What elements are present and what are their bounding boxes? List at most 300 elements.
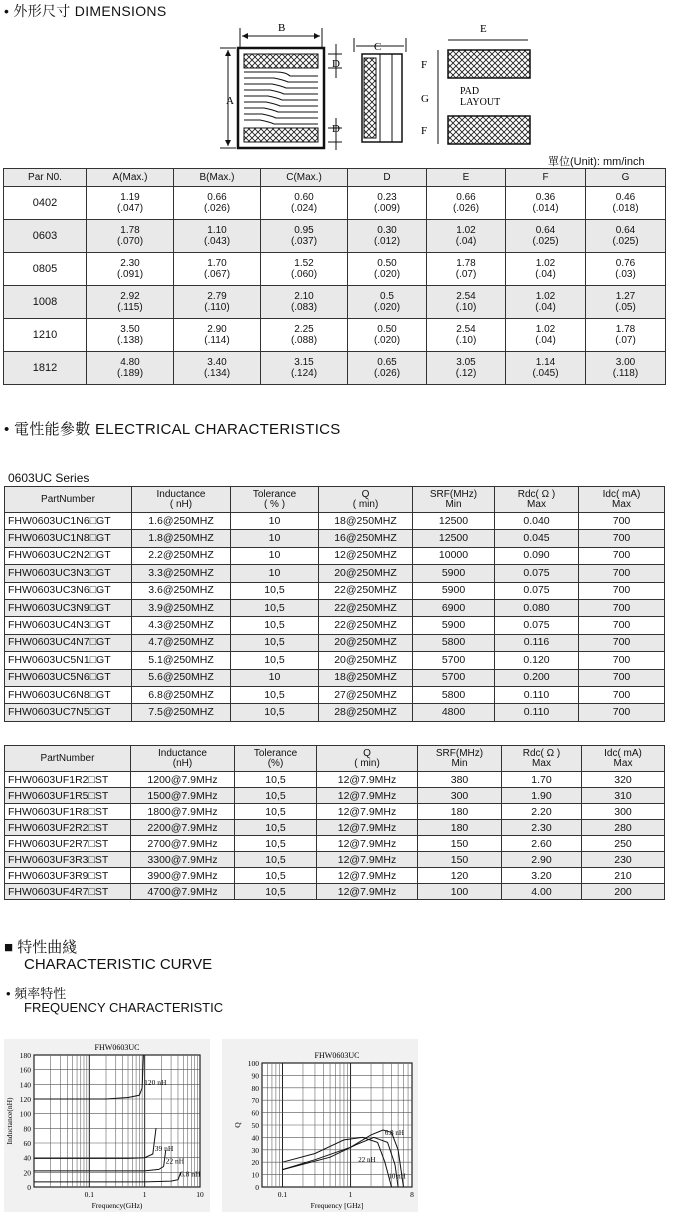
inch-value: (.018) <box>612 203 639 214</box>
series-label: 22 nH <box>358 1156 376 1165</box>
value-cell: 22@250MHZ <box>319 582 413 599</box>
inch-value: (.037) <box>290 236 318 247</box>
table-row <box>5 669 665 686</box>
value-cell: 5.6@250MHZ <box>132 669 231 686</box>
mm-value: 0.64 <box>615 225 636 236</box>
value-cell: 150 <box>418 852 502 868</box>
value-cell: 12@7.9MHz <box>317 804 418 820</box>
value-cell: 3300@7.9MHz <box>131 852 235 868</box>
inch-value: (.03) <box>615 269 636 280</box>
value-cell: 0.110 <box>495 704 579 721</box>
col-header: B(Max.) <box>174 169 261 187</box>
inch-value: (.026) <box>373 368 401 379</box>
y-tick-label: 40 <box>23 1153 31 1163</box>
y-tick-label: 80 <box>23 1124 31 1134</box>
value-cell: 700 <box>579 686 665 703</box>
col-header: C(Max.) <box>261 169 348 187</box>
label-g: G <box>421 93 429 105</box>
curve-heading-zh: 特性曲綫 <box>17 939 78 956</box>
dimensions-heading <box>4 1 166 21</box>
col-header <box>131 746 235 772</box>
value-cell: 0.075 <box>495 617 579 634</box>
y-tick-label: 40 <box>251 1133 259 1143</box>
table-row <box>5 599 665 616</box>
electrical-heading <box>4 418 341 439</box>
value-cell: 1.6@250MHZ <box>132 513 231 530</box>
value-cell: 0.120 <box>495 652 579 669</box>
col-header-line: Min <box>445 498 462 510</box>
inch-value: (.088) <box>290 335 318 346</box>
inch-value: (.026) <box>203 203 231 214</box>
value-cell: 700 <box>579 704 665 721</box>
inch-value: (.020) <box>373 269 401 280</box>
value-cell: 1200@7.9MHz <box>131 772 235 788</box>
value-cell: 5800 <box>413 634 495 651</box>
table-row <box>5 686 665 703</box>
col-header-line: ( min) <box>354 757 380 769</box>
label-b: B <box>278 22 286 34</box>
series-label: 0603UC Series <box>8 471 90 485</box>
y-tick-label: 0 <box>27 1183 31 1192</box>
dimensions-row <box>4 187 666 220</box>
col-header-line: Max <box>612 498 631 510</box>
inch-value: (.091) <box>116 269 144 280</box>
value-cell: 18@250MHZ <box>319 513 413 530</box>
mm-value: 3.00 <box>615 357 636 368</box>
inductance-chart <box>4 1039 210 1212</box>
value-cell: 10,5 <box>235 884 317 900</box>
dim-value-cell <box>261 220 348 253</box>
part-number-cell: FHW0603UF3R9□ST <box>5 868 131 884</box>
part-number-cell: FHW0603UC3N9□GT <box>5 599 132 616</box>
value-cell: 5700 <box>413 652 495 669</box>
value-cell: 12@7.9MHz <box>317 868 418 884</box>
value-cell: 18@250MHZ <box>319 669 413 686</box>
inch-value: (.04) <box>535 335 556 346</box>
value-cell: 230 <box>582 852 665 868</box>
dim-value-cell <box>506 187 586 220</box>
pad-text-2: LAYOUT <box>460 97 501 108</box>
value-cell: 10 <box>231 530 319 547</box>
y-tick-label: 180 <box>19 1051 31 1060</box>
value-cell: 3.20 <box>502 868 582 884</box>
mm-value: 0.23 <box>377 192 397 203</box>
mm-value: 1.19 <box>120 192 140 203</box>
table-row <box>5 565 665 582</box>
col-header <box>418 746 502 772</box>
mm-value: 1.10 <box>207 225 227 236</box>
col-header-line: Max <box>613 757 633 769</box>
col-header: E <box>427 169 506 187</box>
part-number-cell: FHW0603UC5N6□GT <box>5 669 132 686</box>
value-cell: 10,5 <box>231 704 319 721</box>
value-cell: 22@250MHZ <box>319 617 413 634</box>
value-cell: 20@250MHZ <box>319 634 413 651</box>
table-row <box>5 634 665 651</box>
value-cell: 280 <box>582 820 665 836</box>
part-number-cell: FHW0603UC1N6□GT <box>5 513 132 530</box>
table-row <box>5 884 665 900</box>
inch-value: (.020) <box>373 335 401 346</box>
col-header-line: (%) <box>267 757 284 769</box>
col-header-line: Q <box>361 488 370 500</box>
x-axis-label: Frequency(GHz) <box>91 1201 143 1210</box>
col-header-line: Tolerance <box>253 747 298 759</box>
value-cell: 180 <box>418 804 502 820</box>
dim-value-cell <box>261 319 348 352</box>
value-cell: 700 <box>579 599 665 616</box>
value-cell: 2.90 <box>502 852 582 868</box>
col-header-line: Min <box>451 757 468 769</box>
value-cell: 10,5 <box>231 634 319 651</box>
dim-value-cell <box>427 286 506 319</box>
col-header <box>5 487 132 513</box>
table-row <box>5 804 665 820</box>
chart-title: FHW0603UC <box>314 1051 360 1060</box>
col-header: G <box>586 169 666 187</box>
inductance-chart-box <box>4 1039 210 1212</box>
table-row <box>5 836 665 852</box>
value-cell: 12@7.9MHz <box>317 788 418 804</box>
dim-value-cell <box>506 253 586 286</box>
value-cell: 5700 <box>413 669 495 686</box>
value-cell: 120 <box>418 868 502 884</box>
inch-value: (.047) <box>116 203 144 214</box>
table-row <box>5 513 665 530</box>
mm-value: 1.70 <box>207 258 227 269</box>
chart-title: FHW0603UC <box>94 1043 140 1052</box>
col-header <box>582 746 665 772</box>
dim-value-cell <box>348 286 427 319</box>
part-number-cell: FHW0603UC7N5□GT <box>5 704 132 721</box>
electrical-table-2 <box>4 745 665 900</box>
dim-value-cell <box>427 187 506 220</box>
dim-value-cell <box>586 253 666 286</box>
series-label: 10 nH <box>388 1172 406 1181</box>
dim-value-cell <box>261 286 348 319</box>
value-cell: 0.080 <box>495 599 579 616</box>
y-tick-label: 80 <box>251 1083 259 1093</box>
mm-value: 1.14 <box>535 357 556 368</box>
col-header-line: ( min) <box>352 498 379 510</box>
value-cell: 2.20 <box>502 804 582 820</box>
dim-value-cell <box>348 187 427 220</box>
electrical-table-1 <box>4 486 665 722</box>
mm-value: 0.64 <box>535 225 556 236</box>
col-header <box>5 746 131 772</box>
dim-value-cell <box>506 286 586 319</box>
series-label: 39 nH <box>154 1144 174 1153</box>
dim-value-cell <box>427 220 506 253</box>
mm-value: 0.46 <box>615 192 636 203</box>
value-cell: 210 <box>582 868 665 884</box>
y-tick-label: 30 <box>251 1145 259 1155</box>
mm-value: 0.60 <box>294 192 314 203</box>
freq-heading-en: FREQUENCY CHARACTERISTIC <box>24 1000 224 1015</box>
dimension-drawing <box>216 18 540 150</box>
inch-value: (.025) <box>612 236 639 247</box>
part-number-cell: FHW0603UF1R2□ST <box>5 772 131 788</box>
mm-value: 0.66 <box>456 192 476 203</box>
part-number-cell: FHW0603UC4N7□GT <box>5 634 132 651</box>
value-cell: 700 <box>579 652 665 669</box>
dimensions-row <box>4 286 666 319</box>
dim-value-cell <box>87 286 174 319</box>
mm-value: 2.54 <box>456 291 476 302</box>
col-header-line: Q <box>363 747 371 759</box>
mm-value: 2.54 <box>456 324 476 335</box>
value-cell: 320 <box>582 772 665 788</box>
inch-value: (.134) <box>203 368 231 379</box>
value-cell: 4.3@250MHZ <box>132 617 231 634</box>
dim-value-cell <box>261 253 348 286</box>
inch-value: (.124) <box>290 368 318 379</box>
unit-label: 單位(Unit): mm/inch <box>548 156 645 168</box>
value-cell: 5900 <box>413 565 495 582</box>
dim-value-cell <box>586 319 666 352</box>
series-label: 22 nH <box>165 1156 185 1166</box>
value-cell: 2.2@250MHZ <box>132 547 231 564</box>
dim-value-cell <box>348 253 427 286</box>
value-cell: 5.1@250MHZ <box>132 652 231 669</box>
table-row <box>5 852 665 868</box>
table-row <box>5 704 665 721</box>
value-cell: 16@250MHZ <box>319 530 413 547</box>
y-tick-label: 160 <box>19 1065 31 1075</box>
part-number-cell: FHW0603UC2N2□GT <box>5 547 132 564</box>
col-header <box>319 487 413 513</box>
dim-value-cell <box>348 220 427 253</box>
value-cell: 10 <box>231 547 319 564</box>
col-header: Par N0. <box>4 169 87 187</box>
mm-value: 3.05 <box>456 357 476 368</box>
y-tick-label: 60 <box>251 1108 259 1118</box>
part-number-cell: FHW0603UC4N3□GT <box>5 617 132 634</box>
inch-value: (.083) <box>290 302 318 313</box>
mm-value: 2.92 <box>120 291 140 302</box>
part-number-cell: FHW0603UF4R7□ST <box>5 884 131 900</box>
table-row <box>5 820 665 836</box>
part-cell: 1008 <box>4 286 87 319</box>
value-cell: 10,5 <box>235 836 317 852</box>
inch-value: (.012) <box>373 236 401 247</box>
mm-value: 1.52 <box>294 258 314 269</box>
dim-value-cell <box>174 187 261 220</box>
value-cell: 700 <box>579 582 665 599</box>
mm-value: 2.25 <box>294 324 314 335</box>
col-header-line: Max <box>532 757 551 769</box>
inch-value: (.04) <box>455 236 477 247</box>
dimensions-row <box>4 220 666 253</box>
value-cell: 6900 <box>413 599 495 616</box>
value-cell: 0.075 <box>495 582 579 599</box>
inch-value: (.070) <box>116 236 144 247</box>
col-header-line: Inductance <box>158 747 207 759</box>
value-cell: 10 <box>231 669 319 686</box>
inch-value: (.115) <box>117 302 143 313</box>
mm-value: 0.65 <box>377 357 397 368</box>
dim-value-cell <box>174 253 261 286</box>
dim-value-cell <box>174 286 261 319</box>
mm-value: 2.90 <box>207 324 227 335</box>
label-d-bottom: D <box>332 123 340 135</box>
part-number-cell: FHW0603UF1R8□ST <box>5 804 131 820</box>
mm-value: 0.30 <box>377 225 397 236</box>
plot-area <box>34 1055 200 1187</box>
value-cell: 10,5 <box>231 652 319 669</box>
inch-value: (.025) <box>532 236 559 247</box>
value-cell: 700 <box>579 513 665 530</box>
value-cell: 10,5 <box>235 804 317 820</box>
electrical-header-row-2 <box>5 746 665 772</box>
value-cell: 300 <box>582 804 665 820</box>
dimensions-header-row <box>4 169 666 187</box>
value-cell: 2.30 <box>502 820 582 836</box>
inch-value: (.024) <box>290 203 318 214</box>
col-header: D <box>348 169 427 187</box>
mm-value: 3.40 <box>207 357 227 368</box>
table-row <box>5 582 665 599</box>
dim-value-cell <box>261 187 348 220</box>
value-cell: 10 <box>231 565 319 582</box>
dimensions-row <box>4 253 666 286</box>
value-cell: 700 <box>579 617 665 634</box>
value-cell: 700 <box>579 530 665 547</box>
y-axis-label: Inductance(nH) <box>5 1097 14 1145</box>
table-row <box>5 617 665 634</box>
col-header <box>502 746 582 772</box>
inch-value: (.10) <box>455 302 477 313</box>
value-cell: 300 <box>418 788 502 804</box>
part-cell: 0402 <box>4 187 87 220</box>
y-axis-label: Q <box>233 1122 242 1128</box>
value-cell: 12@250MHZ <box>319 547 413 564</box>
dimensions-heading-text: 外形尺寸 DIMENSIONS <box>13 3 167 19</box>
value-cell: 12500 <box>413 513 495 530</box>
dim-value-cell <box>586 352 666 385</box>
inch-value: (.014) <box>532 203 559 214</box>
col-header: A(Max.) <box>87 169 174 187</box>
value-cell: 27@250MHZ <box>319 686 413 703</box>
inch-value: (.043) <box>203 236 231 247</box>
y-tick-label: 10 <box>251 1170 259 1180</box>
value-cell: 10,5 <box>235 852 317 868</box>
value-cell: 700 <box>579 565 665 582</box>
value-cell: 0.045 <box>495 530 579 547</box>
dim-value-cell <box>427 352 506 385</box>
mm-value: 1.78 <box>615 324 636 335</box>
electrical-heading-text: 電性能參數 ELECTRICAL CHARACTERISTICS <box>14 421 341 438</box>
mm-value: 0.66 <box>207 192 227 203</box>
value-cell: 3.6@250MHZ <box>132 582 231 599</box>
col-header <box>317 746 418 772</box>
value-cell: 0.090 <box>495 547 579 564</box>
part-number-cell: FHW0603UC1N8□GT <box>5 530 132 547</box>
table-row <box>5 530 665 547</box>
value-cell: 20@250MHZ <box>319 652 413 669</box>
col-header <box>132 487 231 513</box>
mm-value: 0.50 <box>377 258 397 269</box>
dim-value-cell <box>174 319 261 352</box>
part-number-cell: FHW0603UF2R2□ST <box>5 820 131 836</box>
pad-text-1: PAD <box>460 86 480 97</box>
dim-value-cell <box>586 187 666 220</box>
col-header-line: (nH) <box>172 757 193 769</box>
y-tick-label: 70 <box>251 1096 259 1106</box>
col-header <box>235 746 317 772</box>
inch-value: (.10) <box>455 335 477 346</box>
value-cell: 12@7.9MHz <box>317 836 418 852</box>
dim-value-cell <box>87 220 174 253</box>
mm-value: 2.30 <box>120 258 140 269</box>
value-cell: 10,5 <box>235 868 317 884</box>
value-cell: 12@7.9MHz <box>317 884 418 900</box>
mm-value: 3.15 <box>294 357 314 368</box>
x-axis-label: Frequency [GHz] <box>310 1201 364 1210</box>
x-tick-label: 8 <box>410 1190 414 1199</box>
value-cell: 12@7.9MHz <box>317 820 418 836</box>
value-cell: 0.200 <box>495 669 579 686</box>
mm-value: 0.95 <box>294 225 314 236</box>
table-row <box>5 547 665 564</box>
col-header-line: ( % ) <box>263 498 286 510</box>
value-cell: 250 <box>582 836 665 852</box>
inch-value: (.05) <box>615 302 636 313</box>
value-cell: 700 <box>579 547 665 564</box>
q-chart <box>222 1039 418 1212</box>
y-tick-label: 20 <box>23 1168 31 1178</box>
part-cell: 0805 <box>4 253 87 286</box>
y-tick-label: 0 <box>255 1183 259 1192</box>
dim-value-cell <box>87 352 174 385</box>
value-cell: 4800 <box>413 704 495 721</box>
value-cell: 700 <box>579 669 665 686</box>
electrical-header-row-1 <box>5 487 665 513</box>
y-tick-label: 20 <box>251 1158 259 1168</box>
part-number-cell: FHW0603UC3N6□GT <box>5 582 132 599</box>
curve-heading <box>4 936 77 957</box>
y-tick-label: 120 <box>19 1095 31 1104</box>
part-number-cell: FHW0603UF3R3□ST <box>5 852 131 868</box>
value-cell: 3.3@250MHZ <box>132 565 231 582</box>
value-cell: 0.116 <box>495 634 579 651</box>
col-header-line: Max <box>527 498 546 510</box>
value-cell: 4.7@250MHZ <box>132 634 231 651</box>
value-cell: 0.110 <box>495 686 579 703</box>
inch-value: (.04) <box>535 302 556 313</box>
dim-value-cell <box>348 352 427 385</box>
value-cell: 100 <box>418 884 502 900</box>
label-c: C <box>374 41 382 53</box>
col-header <box>495 487 579 513</box>
dim-value-cell <box>174 352 261 385</box>
y-tick-label: 60 <box>23 1139 31 1148</box>
dim-value-cell <box>506 319 586 352</box>
value-cell: 10,5 <box>231 617 319 634</box>
inch-value: (.118) <box>612 368 639 379</box>
col-header-line: SRF(MHz) <box>435 747 484 759</box>
dimensions-table <box>3 168 666 385</box>
inch-value: (.110) <box>204 302 230 313</box>
freq-heading-zh: 頻率特性 <box>14 986 67 1001</box>
dim-value-cell <box>261 352 348 385</box>
value-cell: 4700@7.9MHz <box>131 884 235 900</box>
part-cell: 1812 <box>4 352 87 385</box>
inch-value: (.020) <box>373 302 401 313</box>
mm-value: 0.50 <box>377 324 397 335</box>
series-label: 6.8 nH <box>179 1169 201 1179</box>
bullet-icon: • <box>4 3 10 19</box>
